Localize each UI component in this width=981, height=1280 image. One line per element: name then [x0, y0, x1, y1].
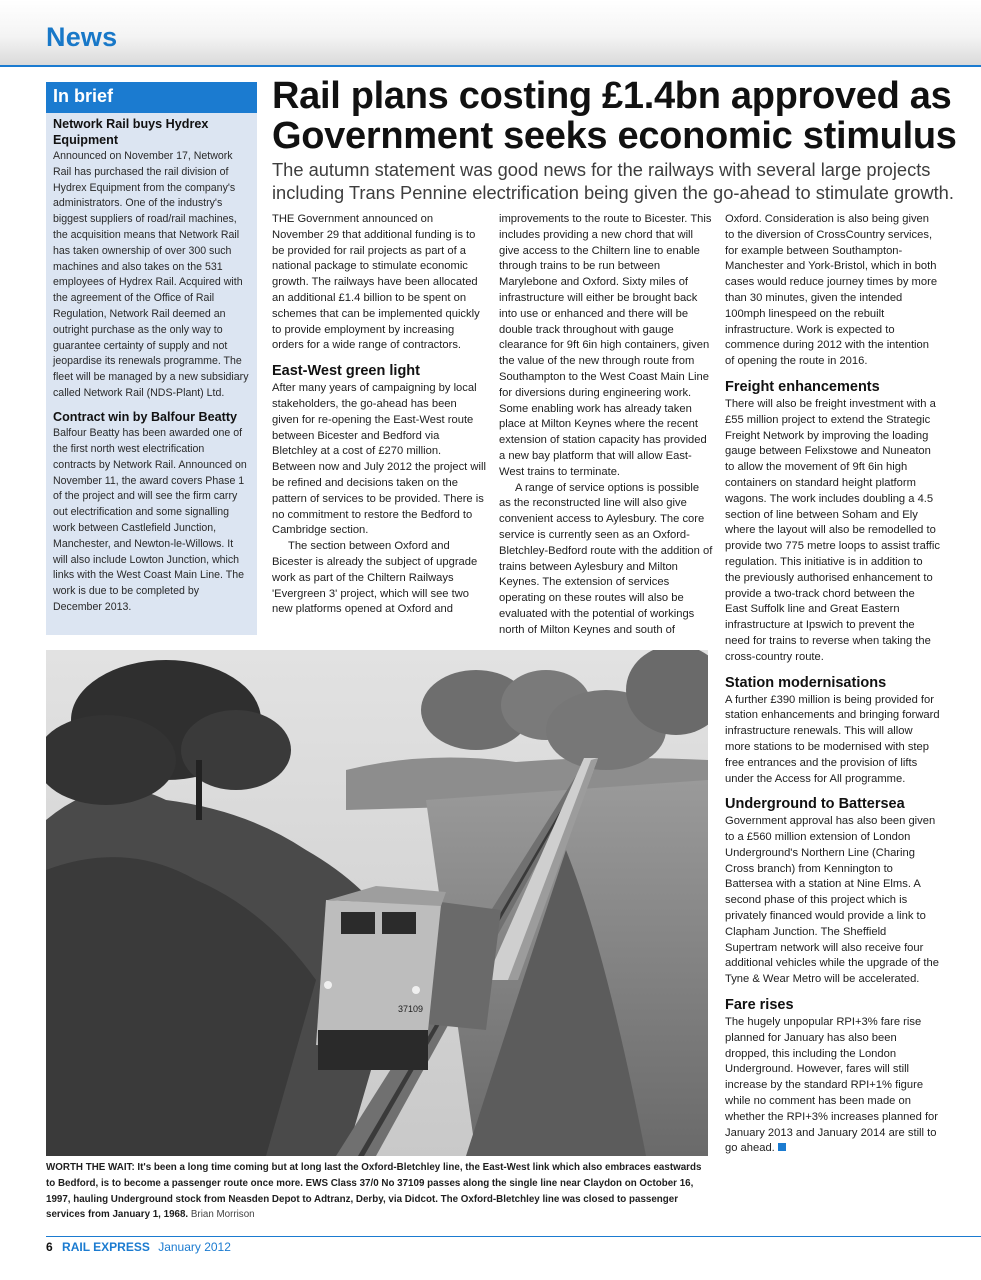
paragraph: The section between Oxford and Bicester is already the subject of upgrade work as part of the Chiltern Railways 'Evergreen 3' project, which will see two new platforms opened at Oxford and [272, 540, 478, 616]
paragraph: There will also be freight investment with a £55 million project to extend the Strategic Freight Network by improving the loading gauge between Felixstowe and Nuneaton to allow the movement of 9ft 6in high containers on standard height platform wagons. The work includes doubling a 4.5 section of line between Soham and Ely where the layout will also be remodelled to provide two 775 metre loops to assist traffic regulation. This initiative is in addition to the previously authorised enhancement to provide a two-track chord between the East Suffolk line and Great Eastern infrastructure at Ipswich to prevent the need for trains to reverse when taking the cross-country route. [725, 397, 940, 663]
page-number: 6 [46, 1240, 53, 1254]
end-mark-icon [778, 1143, 786, 1151]
photo-credit: Brian Morrison [190, 1209, 255, 1221]
brief-item-heading: Network Rail buys Hydrex Equipment [53, 117, 209, 147]
paragraph: A range of service options is possible as the reconstructed line will also give convenient access to Aylesbury. The core service is currently seen as an Oxford-Bletchley-Bedford route with the addition of trains between Aylesbury and Milton Keynes. The extension of services operating on these routes will also be evaluated with the potential of workings north of Milton Keynes and south of [499, 481, 713, 636]
subheading: Freight enhancements [725, 378, 880, 395]
standfirst: The autumn statement was good news for the railways with several large projects including Trans Pennine electrification being given the go-ahead to stimulate growth. [272, 159, 954, 203]
in-brief-sidebar [46, 82, 257, 635]
loco-number: 37109 [398, 1004, 424, 1014]
train-photo [46, 650, 708, 1156]
article-column-2 [499, 212, 713, 639]
footer-rule [46, 1236, 981, 1237]
paragraph: improvements to the route to Bicester. This includes providing a new chord that will give access to the Chiltern line to enable through trains to be run between Marylebone and Oxford. Sixty miles of infrastructure will either be brought back into use or enhanced and there will be double track throughout with gauge clearance for 9ft 6in high containers, given the value of the new through route from Southampton to the West Coast Main Line for diversions during engineering work. Some enabling work has already taken place at Milton Keynes where the recent extension of station capacity has provided a new bay platform that will allow East-West trains to terminate. [499, 213, 712, 478]
paragraph: A further £390 million is being provided for station enhancements and bringing forward infrastructure renewals. This will allow more stations to be modernised with step free entrances and the provision of lifts under the Access for All programme. [725, 693, 940, 785]
article-column-1 [272, 212, 486, 618]
subheading: East-West green light [272, 363, 420, 380]
header-band [0, 0, 981, 66]
paragraph: Oxford. Consideration is also being given to the diversion of CrossCountry services, for example between Southampton-Manchester and York-Bristol, which in both cases would reduce journey times by more than 30 minutes, given the intended 100mph linespeed on the rebuilt infrastructure. Work is expected to commence during 2012 with the intention of opening the route in 2016. [725, 213, 938, 368]
brief-item-body: Announced on November 17, Network Rail has purchased the rail division of Hydrex Equipment from the company's administrators. One of the industry's biggest suppliers of road/rail machines, the acquisition means that Network Rail has taken ownership of over 300 such machines and also takes on the 531 employees of Hydrex Rail. Acquired with the agreement of the Office of Rail Regulation, Network Rail deemed an outright purchase as the only way to guarantee certainty of supply and not jeopardise its renewals programme. The fleet will be managed by a new subsidiary called Network Rail (NDS-Plant) Ltd. [53, 150, 249, 399]
paragraph [725, 1015, 940, 1157]
article-column-3 [725, 212, 940, 1157]
subheading: Underground to Battersea [725, 796, 905, 813]
issue-date: January 2012 [158, 1240, 231, 1254]
brief-item [46, 113, 257, 402]
paragraph: After many years of campaigning by local stakeholders, the go-ahead has been given for re-opening the East-West route between Bicester and Bedford via Bletchley at a cost of £270 million. Between now and July 2012 the project will be refined and decisions taken on the pattern of services to be provided. There is no commitment to restore the Bedford to Cambridge section. [272, 382, 486, 537]
in-brief-title: In brief [46, 82, 257, 113]
subheading: Station modernisations [725, 674, 887, 691]
paragraph: Government approval has also been given to a £560 million extension of London Underground's Northern Line (Charing Cross branch) from Kennington to Battersea with a station at Nine Elms. A second phase of this project which is privately financed would provide a link to Clapham Junction. The Sheffield Supertram network will also receive four additional vehicles while the upgrade of the Tyne & Wear Metro will be accelerated. [725, 815, 939, 986]
brief-item-body: Balfour Beatty has been awarded one of the first north west electrification contracts by Network Rail. Announced on November 11, the award covers Phase 1 of the project and will see the firm carry out electrification and some signalling work between Castlefield Junction, Manchester, and Newton-le-Willows. It will also include Lowton Junction, which links with the West Coast Main Line. The work is due to be completed by December 2013. [53, 427, 247, 614]
brief-item-heading: Contract win by Balfour Beatty [53, 409, 238, 424]
header-rule [0, 65, 981, 67]
caption-text: WORTH THE WAIT: It's been a long time coming but at long last the Oxford-Bletchley line, the East-West link which also embraces eastwards to Bedford, is to become a passenger route once more. EWS Class 37/0 No 37109 passes along the single line near Claydon on October 16, 1997, hauling Underground stock from Neasden Depot to Adtranz, Derby, via Didcot. The Oxford-Bletchley line was closed to passenger services from January 1, 1968. [46, 1162, 702, 1221]
photo-caption [46, 1160, 710, 1223]
headline: Rail plans costing £1.4bn approved as Government seeks economic stimulus [272, 75, 957, 157]
magazine-name: RAIL EXPRESS [62, 1240, 150, 1254]
paragraph: THE Government announced on November 29 that additional funding is to be provided for rail projects as part of a national package to stimulate economic growth. The railways have been allocated an additional £1.4 billion to be spent on schemes that can be implemented quickly to provide employment by increasing orders for a wide range of contractors. [272, 213, 480, 352]
page-footer [46, 1240, 231, 1254]
train-photo-illustration [46, 650, 708, 1156]
brief-item [46, 402, 257, 616]
final-paragraph-text: The hugely unpopular RPI+3% fare rise planned for January has also been dropped, this including the London Underground. However, fares will still increase by the standard RPI+1% figure while no comment has been made on whether the RPI+3% increases planned for January 2013 and January 2014 are still to go ahead. [725, 1016, 938, 1155]
subheading: Fare rises [725, 997, 794, 1014]
section-title: News [46, 22, 118, 52]
